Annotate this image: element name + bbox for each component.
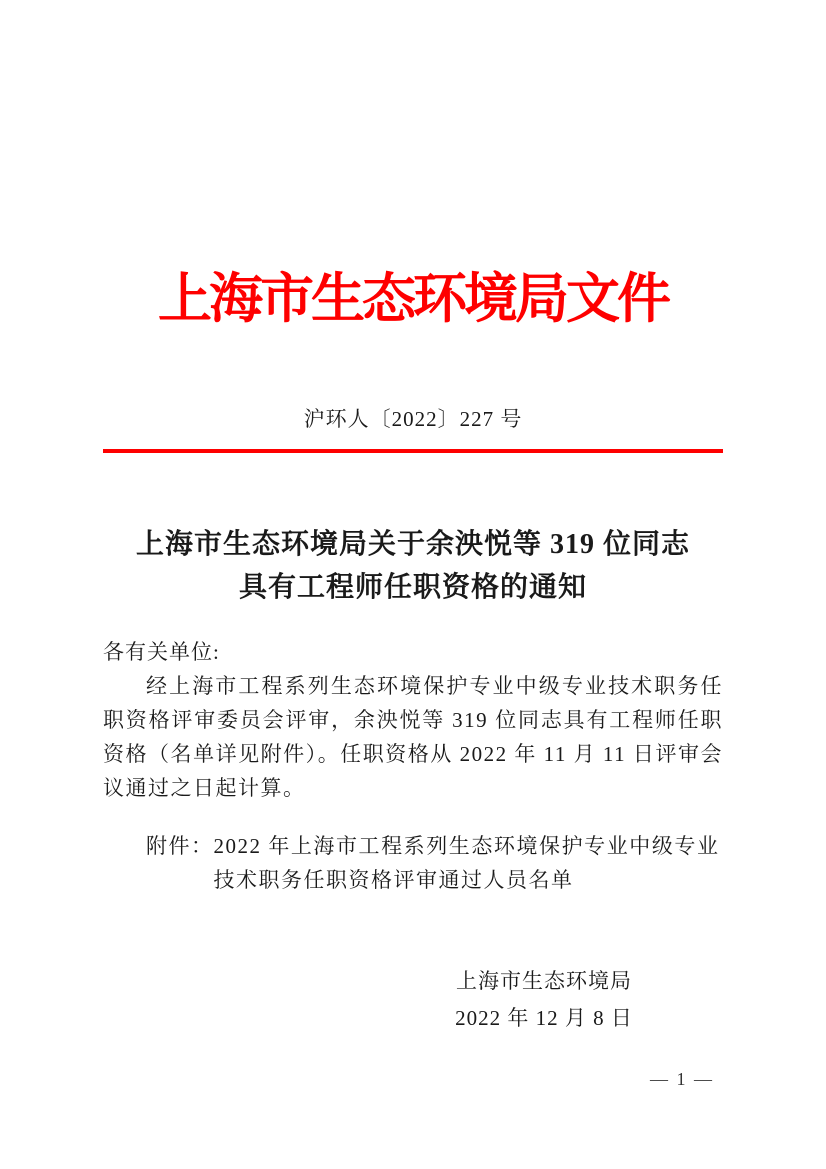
attachment-label: 附件： [146,834,214,858]
signature-date: 2022 年 12 月 8 日 [455,1006,633,1030]
page-number: — 1 — [650,1069,714,1089]
red-separator-line [103,449,723,453]
attachment-text: 2022 年上海市工程系列生态环境保护专业中级专业技术职务任职资格评审通过人员名单 [213,834,720,892]
notice-title [103,523,723,609]
notice-title-line1: 上海市生态环境局关于余泱悦等 319 位同志 [135,529,690,560]
signature-block [413,963,675,1037]
document-content [103,0,723,1037]
salutation: 各有关单位: [103,640,220,664]
body-paragraph: 经上海市工程系列生态环境保护专业中级专业技术职务任职资格评审委员会评审，余泱悦等 319 位同志具有工程师任职资格（名单详见附件）。任职资格从 2022 年 11 月 11 日评审会议通过之日起计算。 [103,674,723,800]
signature-agency: 上海市生态环境局 [456,969,632,993]
attachment-note [146,829,723,897]
document-header-title: 上海市生态环境局文件 [158,269,668,329]
notice-title-line2: 具有工程师任职资格的通知 [238,572,587,603]
document-number: 沪环人〔2022〕227 号 [303,407,523,431]
